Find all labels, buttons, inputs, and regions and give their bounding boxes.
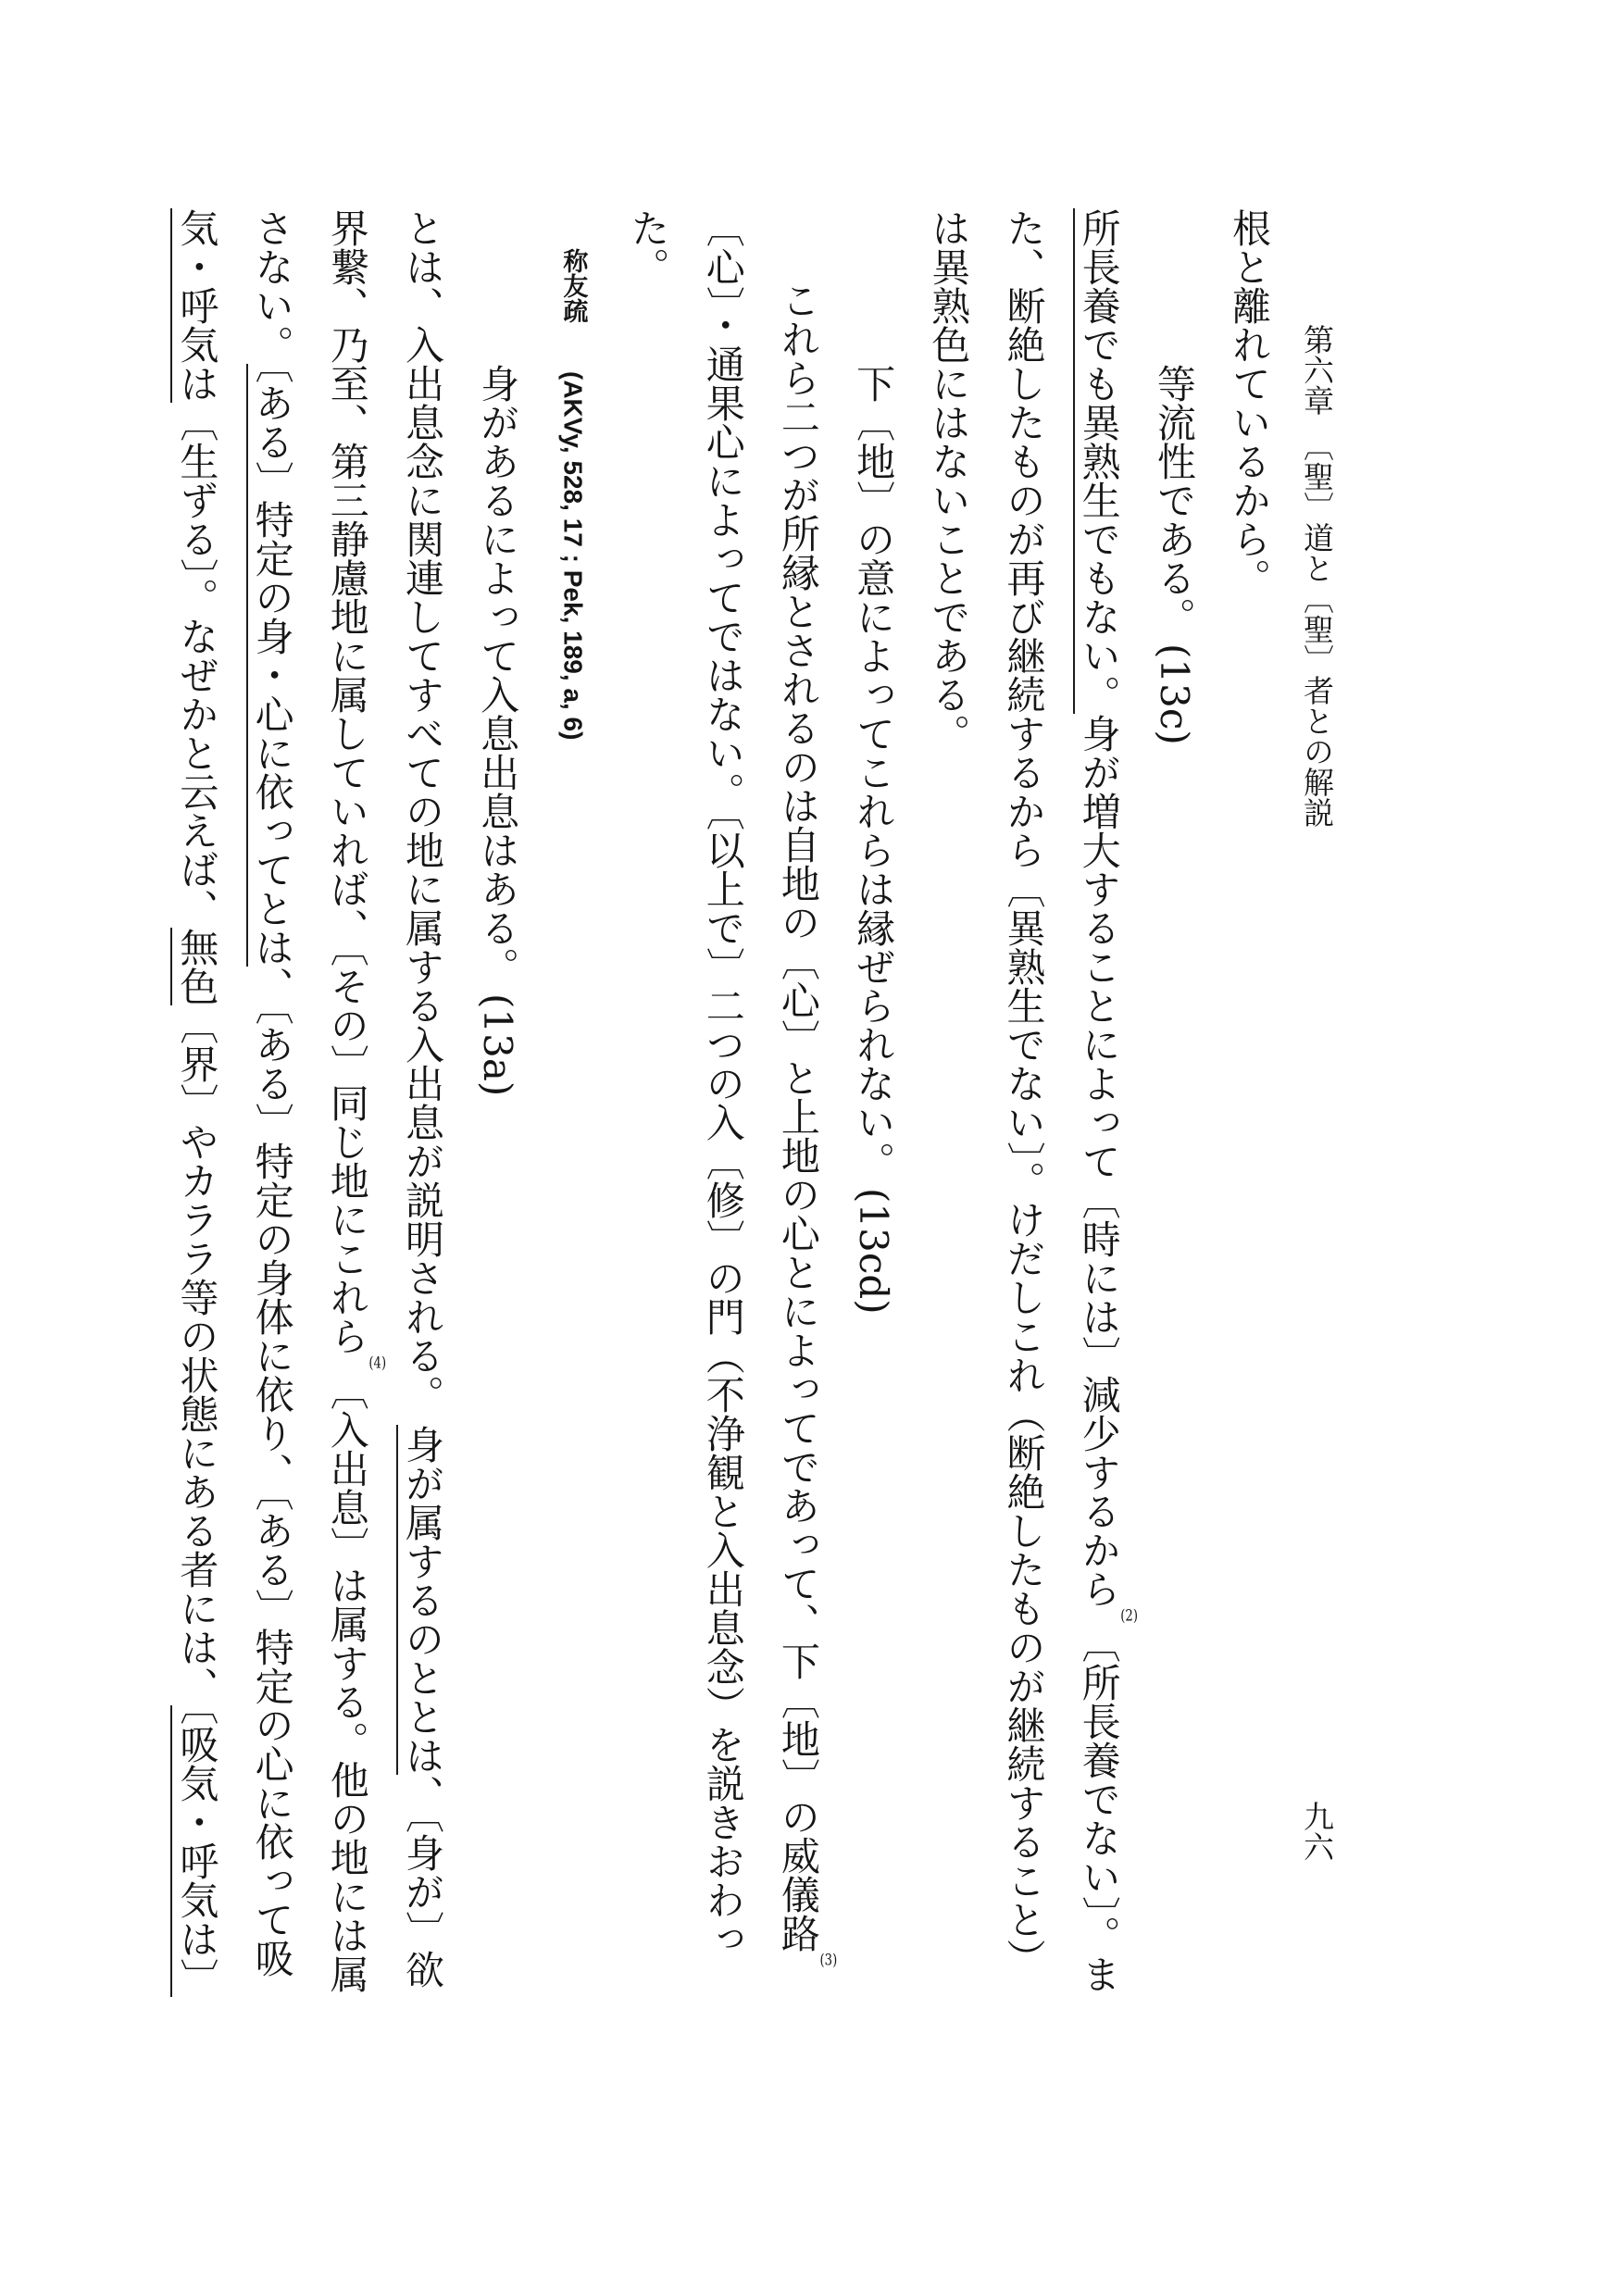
verse-text: 身があるによって入息出息はある。 [475,364,521,986]
commentary-text: 〔心〕・通果心によってではない。〔以上で〕二つの入〔修〕の門（不浄観と入出息念）を説きおわっ [700,208,746,1958]
source-label: 称友疏 [558,248,588,323]
quoted-phrase: 無色 [170,928,219,1005]
text-column [159,208,234,2152]
verse-number: (13cd) [851,1188,897,1315]
commentary-text: は異熟色にはないことである。 [926,208,972,753]
source-reference: (AKVy, 528, 17 ; Pek, 189, a, 6) [558,371,588,741]
footnote-marker: (4) [368,1355,387,1371]
commentary-text: 〔生ずる〕。なぜかと云えば、 [174,403,220,928]
text-column [761,208,836,2152]
body-text [159,208,1287,2152]
quoted-phrase: 〔ある〕特定の身・心に依ってとは [246,364,295,967]
quoted-phrase: 所長養でも異熟生でもない。 [1073,208,1122,714]
text-column [385,208,460,2152]
footnote-marker: (2) [1120,1608,1138,1624]
commentary-text: た。 [625,208,671,286]
text-column [460,208,535,2152]
quoted-phrase: 身が属するのととは [396,1425,445,1775]
quoted-phrase: 〔吸気・呼気は〕 [170,1705,219,1997]
commentary-text: 身が増大することによって〔時には〕減少するから [1076,714,1122,1608]
text-column [234,208,309,2152]
text-column [836,208,911,2152]
verse-text: 等流性である。 [1151,364,1197,636]
verse-text: 下〔地〕の意によってこれらは縁ぜられない。 [851,364,897,1180]
verse-number: (13a) [475,993,521,1097]
verse-text: 根と離れているから。 [1227,208,1272,597]
commentary-text: 〔界〕やカララ等の状態にある者には、 [174,1005,220,1705]
page-number: 九六 [1299,1801,1335,1862]
verse-number: (13c) [1151,643,1197,745]
commentary-text: 〔入出息〕は属する。他の地には属 [324,1371,370,1993]
quoted-phrase: 気・呼気は [170,208,219,403]
commentary-text: これら二つが所縁とされるのは自地の〔心〕と上地の心とによってであって、下〔地〕の威儀路 [775,281,821,1953]
text-column [310,208,385,2152]
text-column [610,208,685,2152]
text-column [1137,208,1212,2152]
commentary-text: た、断絶したものが再び継続するから〔異熟生でない〕。けだしこれ（断絶したものが継続すること） [1001,208,1047,1978]
commentary-text: さない。 [249,208,295,364]
running-head [1294,324,1339,898]
text-column [1212,208,1287,2152]
text-column [686,208,761,2152]
commentary-text: 〔所長養でない〕。ま [1076,1624,1122,1993]
chapter-number: 第六章 [1299,324,1335,416]
commentary-text: 界繋、乃至、第三静慮地に属していれば、〔その〕同じ地にこれら [324,208,370,1355]
text-column [986,208,1061,2152]
commentary-text: 、〔ある〕特定の身体に依り、〔ある〕特定の心に依って吸 [249,967,295,1978]
text-column [911,208,986,2152]
commentary-text: とは、入出息念に関連してすべての地に属する入出息が説明される。 [399,208,445,1414]
commentary-text: 、〔身が〕欲 [399,1775,445,1989]
text-column [535,208,610,2152]
footnote-marker: (3) [819,1953,838,1968]
text-column [1061,208,1136,2152]
chapter-title: 〔聖〕道と〔聖〕者との解説 [1299,430,1335,828]
